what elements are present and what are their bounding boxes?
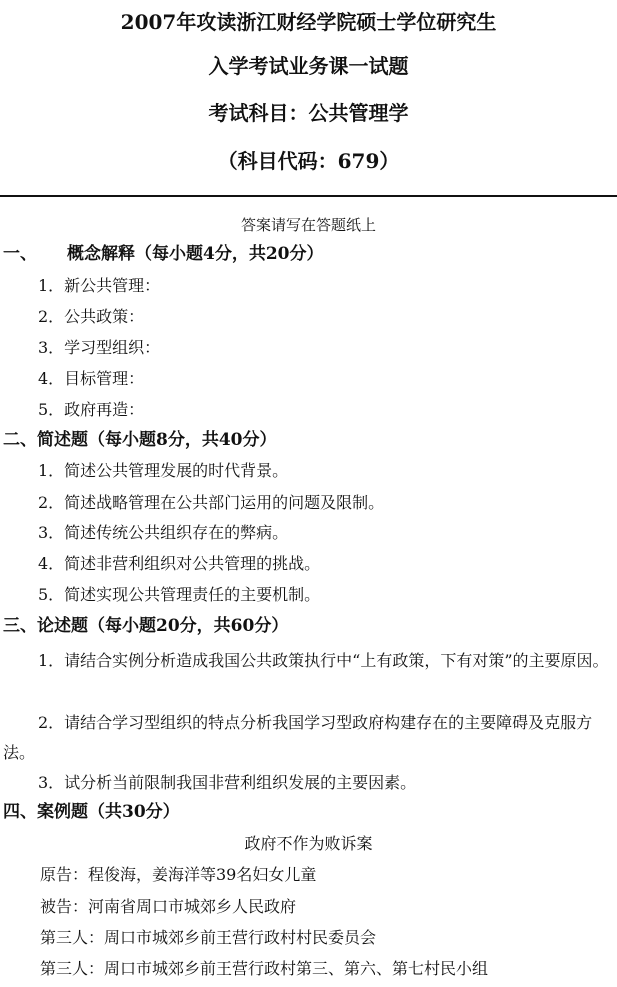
case-title: 政府不作为败诉案 [244, 834, 373, 853]
answer-notice: 答案请写在答题纸上 [240, 216, 376, 234]
section-1-item-1: 1．新公共管理： [38, 276, 161, 295]
header-line-1: 2007年攻读浙江财经学院硕士学位研究生 [120, 10, 497, 34]
exam-subject: 考试科目：公共管理学 [208, 101, 409, 125]
section-1-item-4: 4．目标管理： [38, 369, 145, 388]
section-1-item-3: 3．学习型组织： [38, 338, 161, 357]
case-plaintiff: 原告：程俊海，姜海洋等39名妇女儿童 [40, 865, 317, 884]
section-1-item-2: 2．公共政策： [38, 307, 145, 326]
section-1-heading [3, 242, 324, 266]
section-3-item-3: 3．试分析当前限制我国非营利组织发展的主要因素。 [38, 773, 417, 792]
section-2-item-3: 3．简述传统公共组织存在的弊病。 [38, 523, 289, 542]
section-2-item-5: 5．简述实现公共管理责任的主要机制。 [38, 585, 321, 604]
section-2-item-1: 1．简述公共管理发展的时代背景。 [38, 461, 289, 480]
section-3-item-1: 1．请结合实例分析造成我国公共政策执行中“上有政策，下有对策”的主要原因。 [38, 651, 609, 670]
section-3-heading [3, 614, 288, 638]
section-4-title: 四、案例题（共30分） [3, 802, 180, 822]
section-2-title: 二、简述题（每小题8分，共40分） [3, 430, 277, 450]
section-2-item-4: 4．简述非营利组织对公共管理的挑战。 [38, 554, 321, 573]
case-third-party-1: 第三人：周口市城郊乡前王营行政村村民委员会 [40, 928, 377, 947]
section-3-item-2: 2．请结合学习型组织的特点分析我国学习型政府构建存在的主要障碍及克服方法。 [3, 713, 593, 762]
subject-code: （科目代码：679） [217, 149, 400, 173]
header-divider [0, 195, 617, 197]
section-4-heading [3, 800, 180, 824]
header-line-2: 入学考试业务课一试题 [208, 54, 409, 78]
section-2-heading [3, 428, 277, 452]
section-3-title: 三、论述题（每小题20分，共60分） [3, 616, 289, 636]
case-defendant: 被告：河南省周口市城郊乡人民政府 [40, 897, 297, 916]
section-1-item-5: 5．政府再造： [38, 400, 145, 419]
section-2-item-2: 2．简述战略管理在公共部门运用的问题及限制。 [38, 493, 385, 512]
case-third-party-2: 第三人：周口市城郊乡前王营行政村第三、第六、第七村民小组 [40, 959, 489, 978]
section-1-title: 概念解释（每小题4分，共20分） [67, 244, 324, 264]
section-1-number: 一、 [3, 244, 37, 264]
